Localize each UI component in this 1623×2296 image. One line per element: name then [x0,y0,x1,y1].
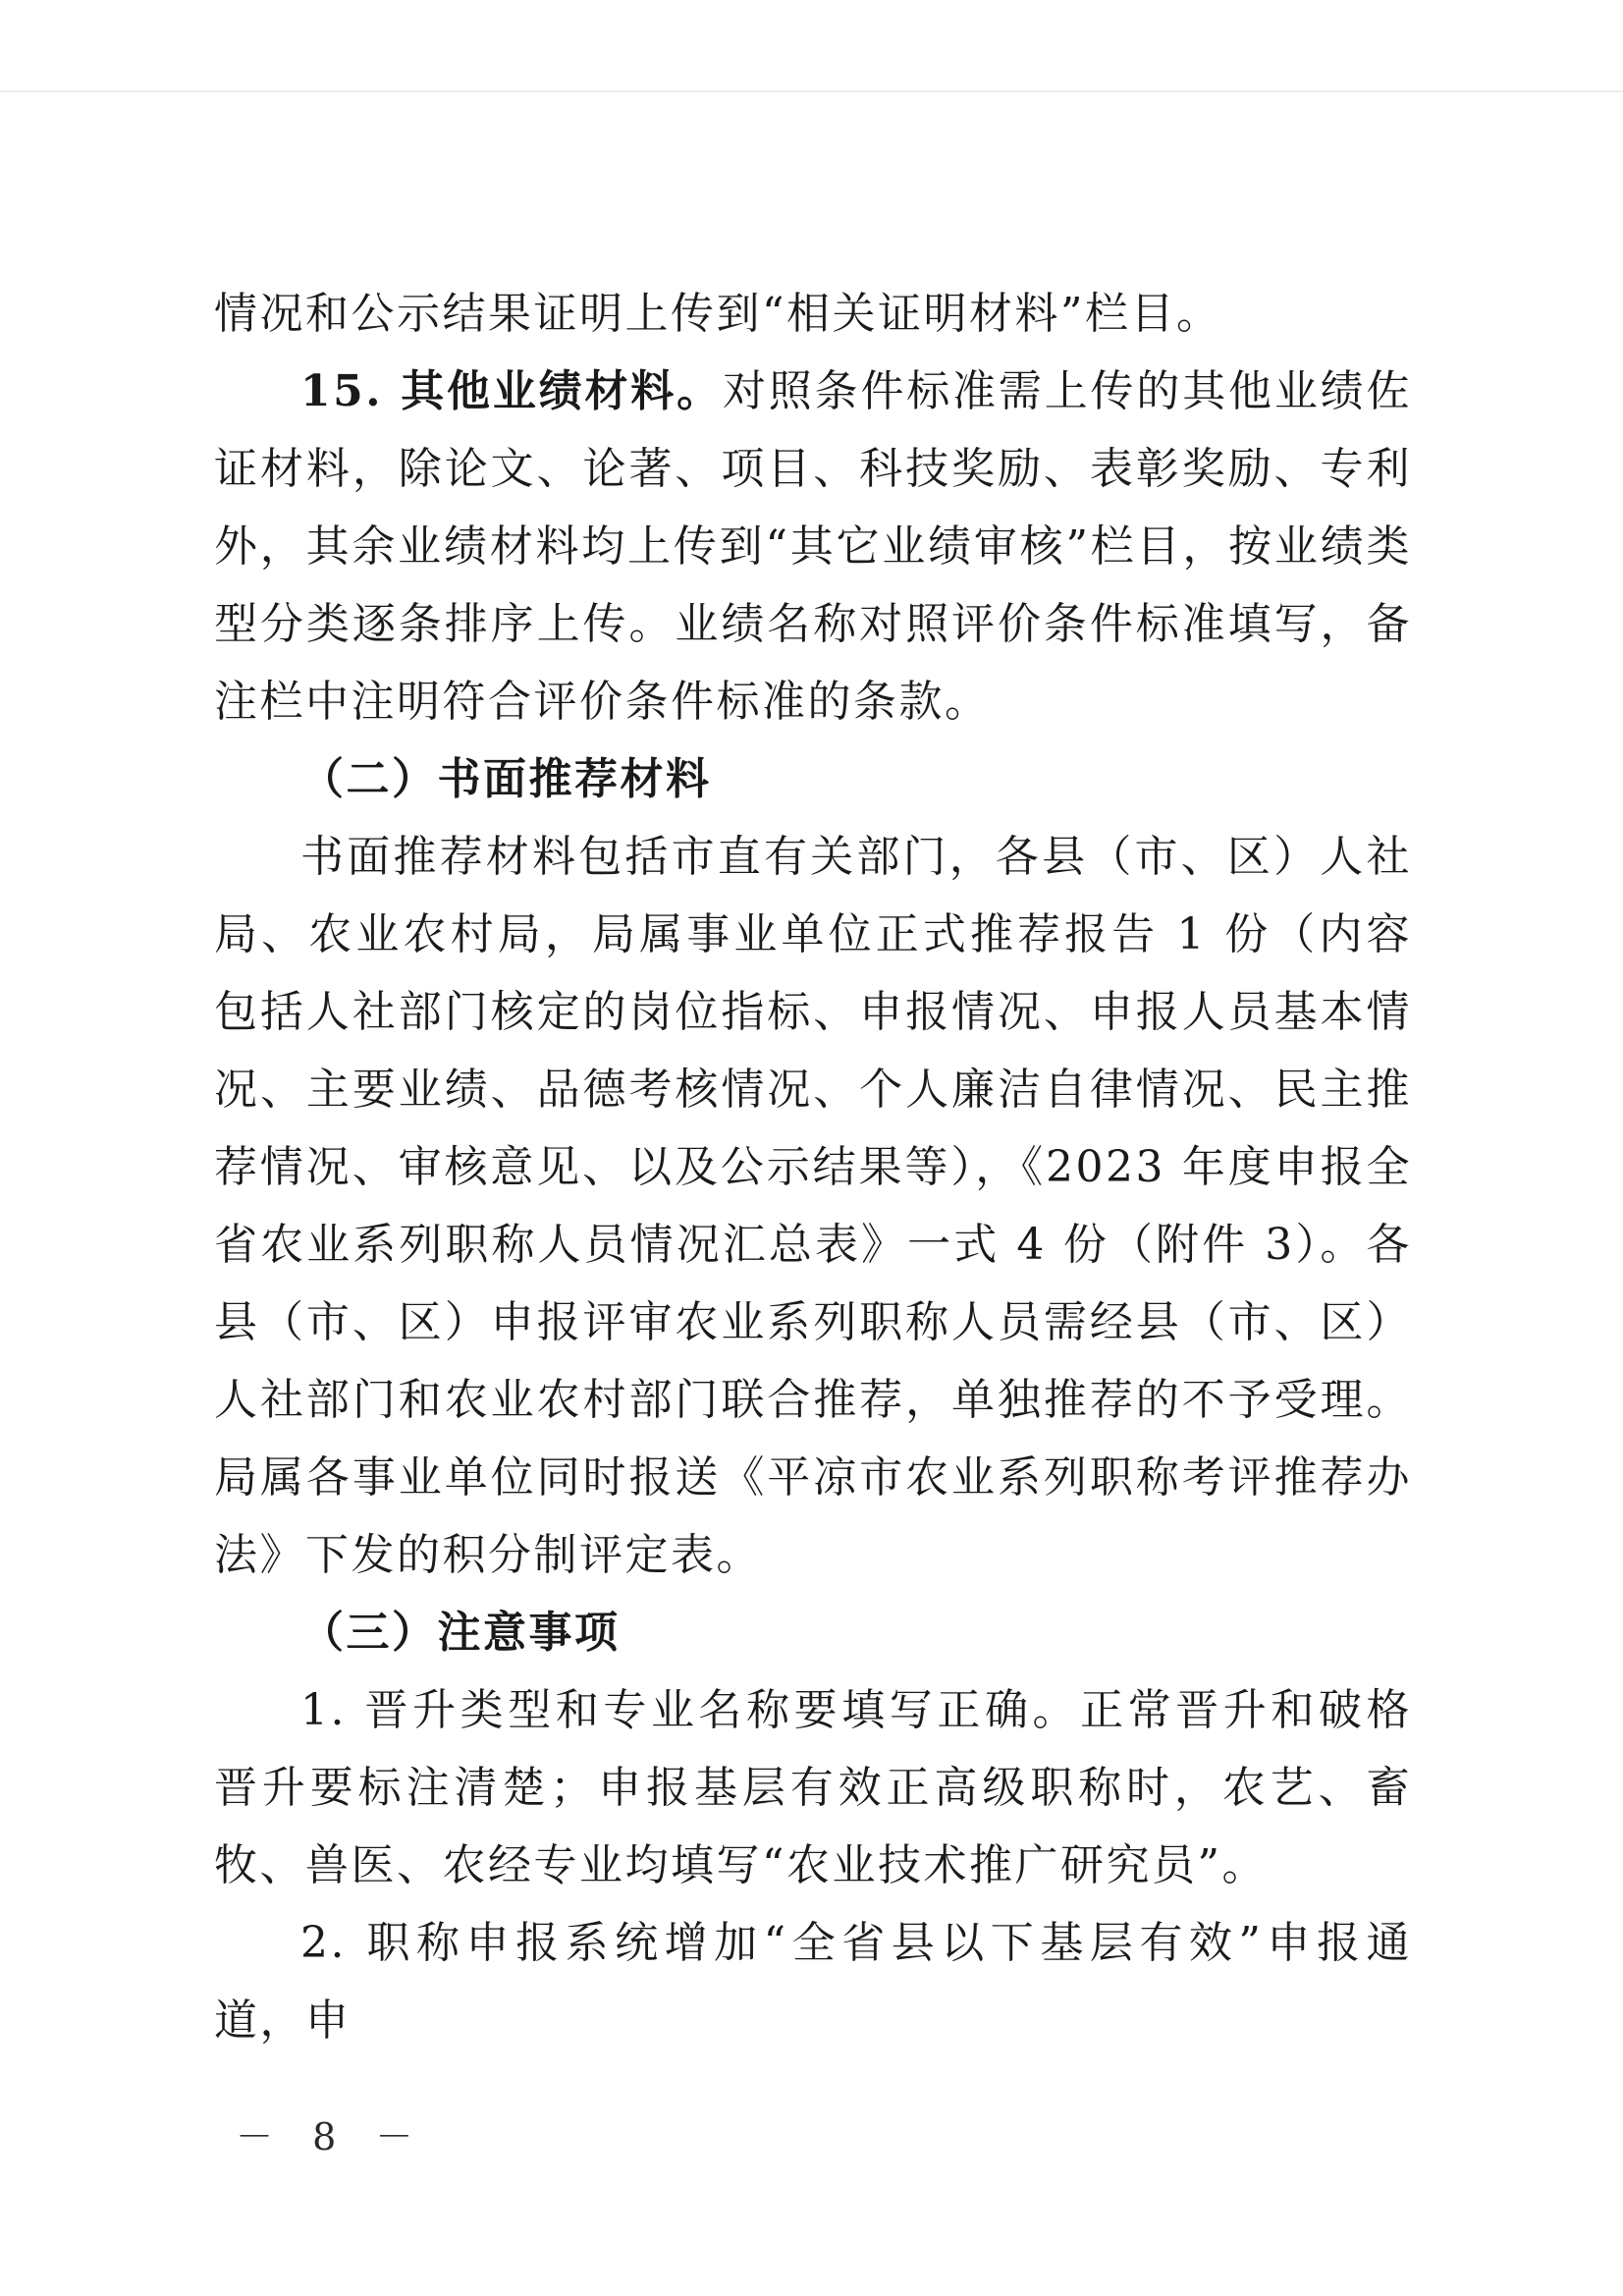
paragraph-written-recommendation: 书面推荐材料包括市直有关部门，各县（市、区）人社局、农业农村局，局属事业单位正式推荐报告 1 份（内容包括人社部门核定的岗位指标、申报情况、申报人员基本情况、主要业绩、品德考核情况、个人廉洁自律情况、民主推荐情况、审核意见、以及公示结果等），《2023 年度申报全省农业系列职称人员情况汇总表》一式 4 份（附件 3）。各县（市、区）申报评审农业系列职称人员需经县（市、区）人社部门和农业农村部门联合推荐，单独推荐的不予受理。局属各事业单位同时报送《平凉市农业系列职称考评推荐办法》下发的积分制评定表。 [214,832,1412,1580]
paragraph-note-1: 1. 晋升类型和专业名称要填写正确。正常晋升和破格晋升要标注清楚；申报基层有效正高级职称时，农艺、畜牧、兽医、农经专业均填写“农业技术推广研究员”。 [214,1685,1412,1890]
paragraph-other-achievements [214,353,1412,740]
paragraph-continuation: 情况和公示结果证明上传到“相关证明材料”栏目。 [214,289,1222,339]
section-heading-written-recommendation: （二）书面推荐材料 [300,754,712,804]
paragraph-body: 对照条件标准需上传的其他业绩佐证材料，除论文、论著、项目、科技奖励、表彰奖励、专利外，其余业绩材料均上传到“其它业绩审核”栏目，按业绩类型分类逐条排序上传。业绩名称对照评价条件标准填写，备注栏中注明符合评价条件标准的条款。 [214,366,1413,727]
document-body [214,275,1412,2059]
page-number: － 8 － [236,2115,427,2159]
scan-artifact-line [0,90,1623,92]
paragraph-note-2: 2. 职称申报系统增加“全省县以下基层有效”申报通道，申 [214,1918,1412,2046]
paragraph-lead-label: 15. 其他业绩材料。 [300,366,723,416]
section-heading-notes: （三）注意事项 [300,1608,621,1658]
